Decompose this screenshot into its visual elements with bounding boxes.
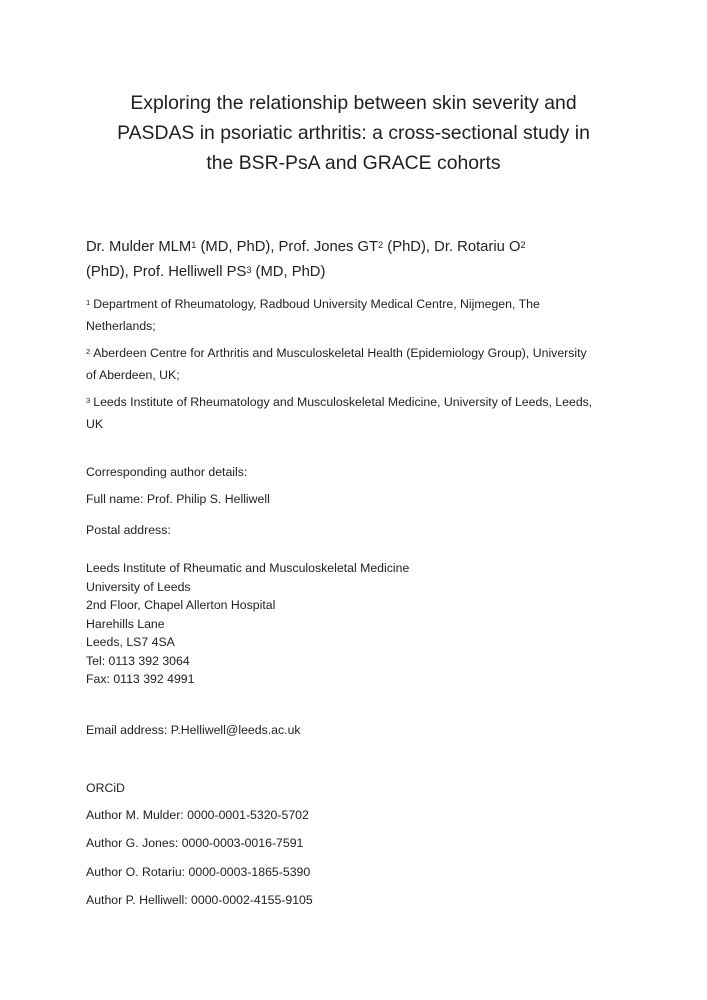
address-line: 2nd Floor, Chapel Allerton Hospital: [86, 598, 276, 612]
orcid-heading: ORCiD: [86, 780, 125, 795]
paper-title-line: Exploring the relationship between skin severity and: [130, 92, 577, 114]
paper-title-line: PASDAS in psoriatic arthritis: a cross-sectional study in: [117, 122, 590, 144]
address-line: Leeds, LS7 4SA: [86, 635, 175, 649]
address-line-fax: Fax: 0113 392 4991: [86, 672, 195, 686]
paper-title: [86, 88, 621, 178]
affiliation-line: $^2$ Aberdeen Centre for Arthritis and Musculoskeletal Health (Epidemiology Group), University: [86, 346, 587, 360]
affiliation-line: Netherlands;: [86, 319, 156, 333]
affiliations-block: [86, 293, 621, 435]
author-list-line: Dr. Mulder MLM$^1$ (MD, PhD), Prof. Jones $GT^2$ (PhD), Dr. Rotariu $O^2$: [86, 239, 526, 255]
address-line: University of Leeds: [86, 579, 191, 594]
affiliation-line: $^3$ Leeds Institute of Rheumatology and Musculoskeletal Medicine, University of Leeds, Leeds,: [86, 395, 593, 409]
postal-address-label: Postal address:: [86, 523, 171, 537]
orcid-entry: Author M. Mulder: 0000-0001-5320-5702: [86, 807, 309, 822]
postal-address-block: [86, 559, 621, 689]
author-list-line: (PhD), Prof. Helliwell $PS^3$ (MD, PhD): [86, 264, 326, 280]
affiliation-marker: 2: [520, 239, 526, 250]
orcid-entry: Author P. Helliwell: 0000-0002-4155-9105: [86, 893, 313, 907]
affiliation-marker: 2: [378, 239, 384, 250]
affiliation-marker: 2: [86, 347, 91, 357]
affiliation-2: [86, 342, 621, 386]
orcid-list: [86, 806, 621, 911]
orcid-entry: Author O. Rotariu: 0000-0003-1865-5390: [86, 864, 311, 879]
orcid-entry: Author G. Jones: 0000-0003-0016-7591: [86, 836, 304, 850]
email-address-line: Email address: P.Helliwell@leeds.ac.uk: [86, 722, 301, 737]
corresponding-author-name: Full name: Prof. Philip S. Helliwell: [86, 492, 270, 506]
address-line: Leeds Institute of Rheumatic and Musculoskeletal Medicine: [86, 561, 410, 575]
author-list: [86, 235, 621, 285]
address-line: Harehills Lane: [86, 616, 165, 631]
affiliation-marker: 3: [246, 264, 252, 275]
address-line-telephone: Tel: 0113 392 3064: [86, 653, 190, 668]
affiliation-line: UK: [86, 417, 104, 431]
paper-title-line: the BSR-PsA and GRACE cohorts: [206, 152, 501, 174]
affiliation-marker: 1: [86, 298, 91, 308]
affiliation-line: $^1$ Department of Rheumatology, Radboud University Medical Centre, Nijmegen, The: [86, 297, 540, 311]
affiliation-1: [86, 293, 621, 337]
affiliation-3: [86, 391, 621, 435]
affiliation-marker: 3: [86, 396, 91, 406]
correspondence-heading: Corresponding author details:: [86, 465, 248, 479]
affiliation-line: of Aberdeen, UK;: [86, 368, 180, 382]
affiliation-marker: 1: [191, 239, 197, 250]
